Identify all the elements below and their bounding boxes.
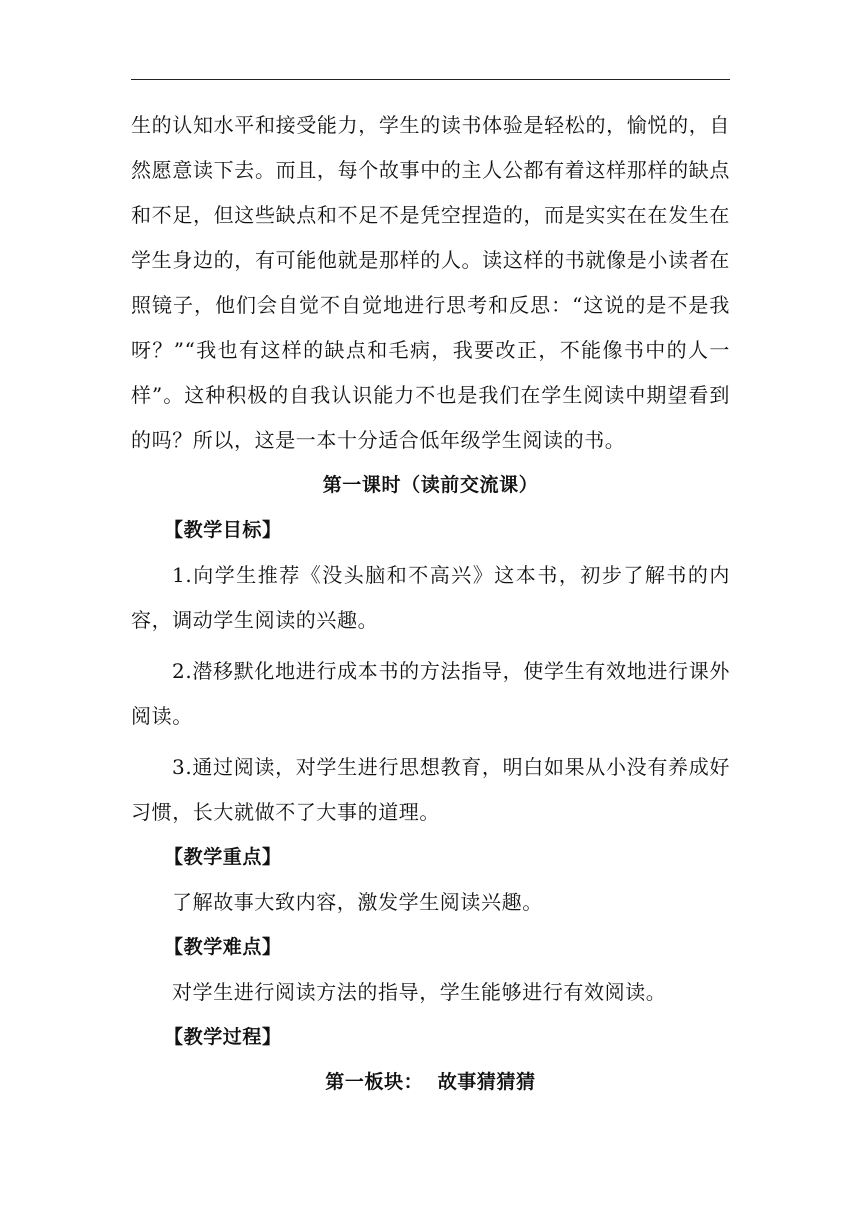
intro-paragraph: 生的认知水平和接受能力，学生的读书体验是轻松的，愉悦的，自然愿意读下去。而且，每个故事中的主人公都有着这样那样的缺点和不足，但这些缺点和不足不是凭空捏造的，而是实实在在发生在学生身边的，有可能他就是那样的人。读这样的书就像是小读者在照镜子，他们会自觉不自觉地进行思考和反思：“这说的是不是我呀？”“我也有这样的缺点和毛病，我要改正，不能像书中的人一样”。这种积极的自我认识能力不也是我们在学生阅读中期望看到的吗？所以，这是一本十分适合低年级学生阅读的书。 bbox=[131, 113, 730, 452]
block-title: 第一板块： 故事猜猜猜 bbox=[325, 1071, 536, 1093]
objective-item-2: 2.潜移默化地进行成本书的方法指导，使学生有效地进行课外阅读。 bbox=[131, 659, 730, 728]
lesson-title: 第一课时（读前交流课） bbox=[322, 474, 539, 496]
key-points-heading: 【教学重点】 bbox=[164, 846, 282, 868]
objectives-heading: 【教学目标】 bbox=[164, 519, 282, 541]
objective-item-3: 3.通过阅读，对学生进行思想教育，明白如果从小没有养成好习惯，长大就做不了大事的道理。 bbox=[131, 755, 730, 824]
document-body bbox=[131, 103, 730, 1105]
objective-item-1: 1.向学生推荐《没头脑和不高兴》这本书，初步了解书的内容，调动学生阅读的兴趣。 bbox=[131, 563, 730, 632]
process-heading: 【教学过程】 bbox=[164, 1026, 282, 1048]
key-points-text: 了解故事大致内容，激发学生阅读兴趣。 bbox=[172, 890, 543, 914]
header-rule bbox=[131, 79, 730, 80]
difficulties-text: 对学生进行阅读方法的指导，学生能够进行有效阅读。 bbox=[172, 980, 667, 1004]
difficulties-heading: 【教学难点】 bbox=[164, 936, 282, 958]
